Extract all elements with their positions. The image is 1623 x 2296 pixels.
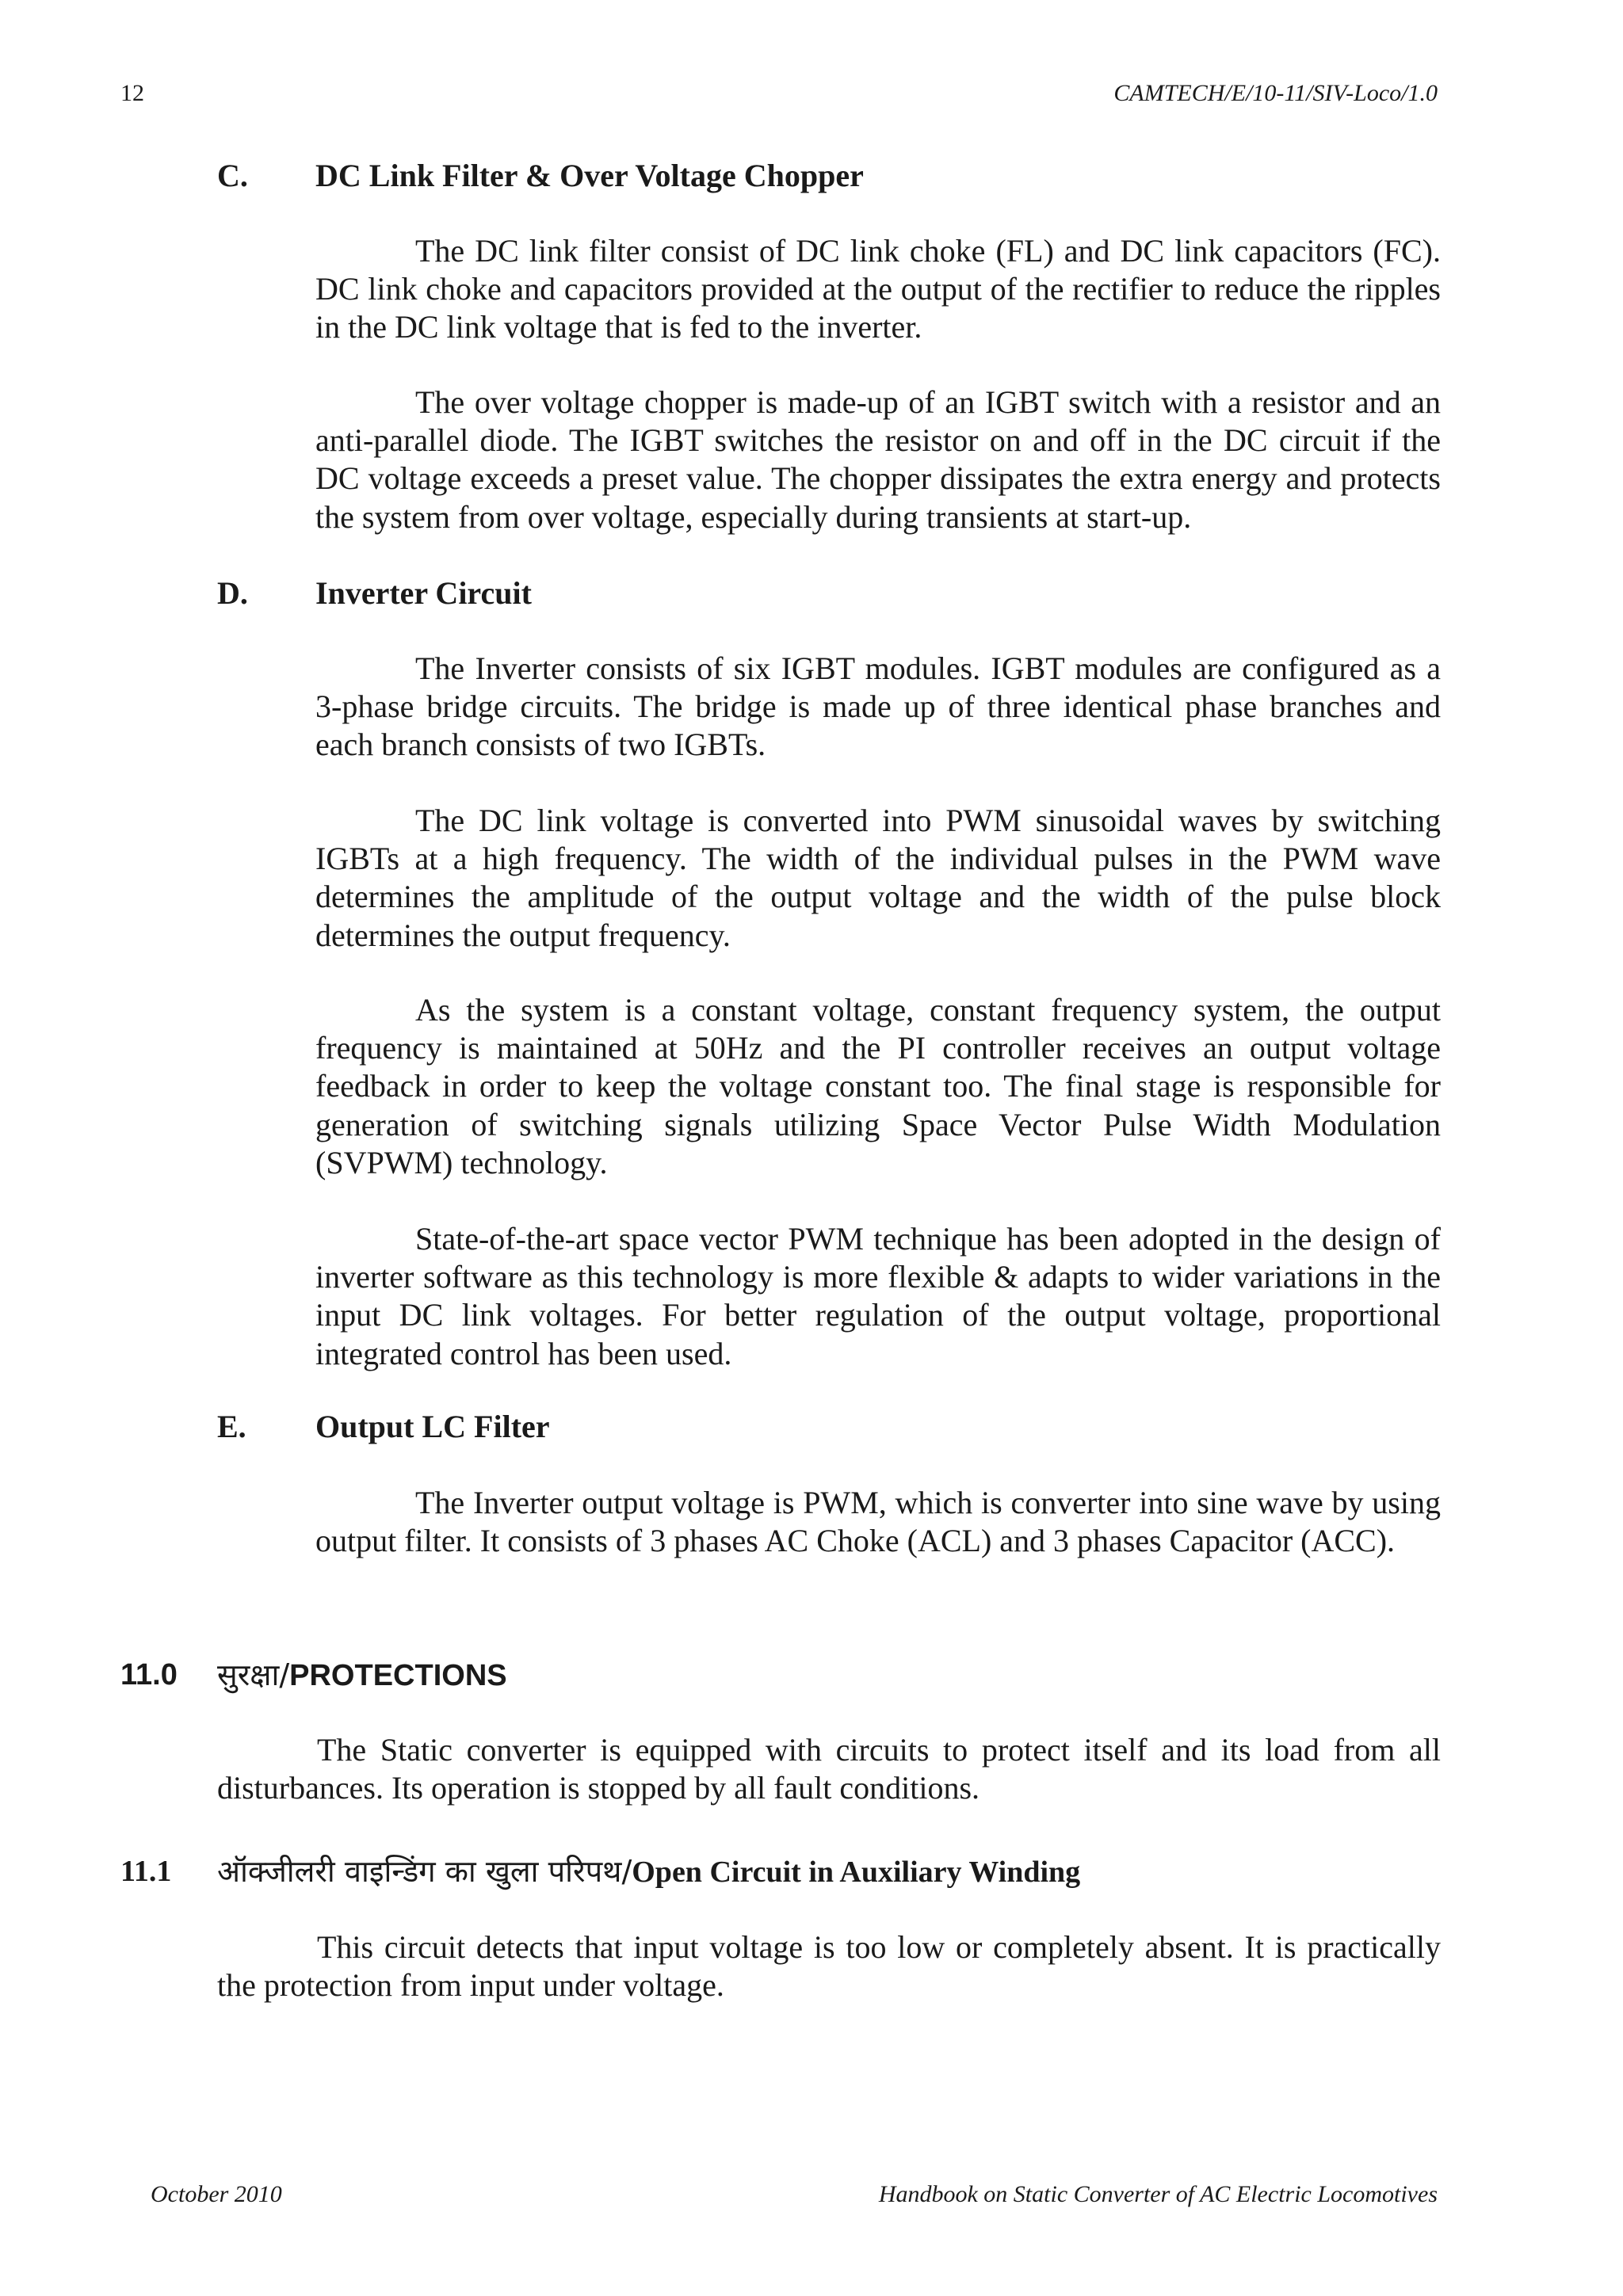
document-reference: CAMTECH/E/10-11/SIV-Loco/1.0 bbox=[1113, 80, 1438, 106]
page-number: 12 bbox=[120, 80, 144, 106]
section-c-title: DC Link Filter & Over Voltage Chopper bbox=[315, 158, 864, 193]
section-d-title: Inverter Circuit bbox=[315, 575, 532, 611]
section-11-1-paragraph: This circuit detects that input voltage is too low or completely absent. It is practically the protection from input under voltage. bbox=[217, 1929, 1441, 2004]
section-c-paragraph-2: The over voltage chopper is made-up of an IGBT switch with a resistor and an anti-parallel diode. The IGBT switches the resistor on and off in the DC circuit if the DC voltage exceeds a preset value. The chopper dissipates the extra energy and protects the system from over voltage, especially during transients at start-up. bbox=[315, 384, 1441, 535]
footer-title: Handbook on Static Converter of AC Electric Locomotives bbox=[878, 2181, 1438, 2207]
section-11-0-number: 11.0 bbox=[120, 1658, 178, 1691]
section-e-title: Output LC Filter bbox=[315, 1409, 550, 1444]
section-11-0-separator: / bbox=[279, 1657, 290, 1692]
section-c-letter: C. bbox=[217, 158, 248, 193]
section-11-1-title-hindi: ऑक्जीलरी वाइन्डिंग का खुला परिपथ bbox=[217, 1854, 622, 1889]
section-11-0-paragraph: The Static converter is equipped with circuits to protect itself and its load from all disturbances. Its operation is stopped by all fault conditions. bbox=[217, 1732, 1441, 1806]
section-d-paragraph-4: State-of-the-art space vector PWM technique has been adopted in the design of inverter software as this technology is more flexible & adapts to wider variations in the input DC link voltages. For better regulation of the output voltage, proportional integrated control has been used. bbox=[315, 1221, 1441, 1371]
section-11-1-separator: / bbox=[621, 1854, 632, 1889]
section-e-paragraph-1: The Inverter output voltage is PWM, which is converter into sine wave by using output filter. It consists of 3 phases AC Choke (ACL) and 3 phases Capacitor (ACC). bbox=[315, 1485, 1441, 1559]
section-c-paragraph-1: The DC link filter consist of DC link choke (FL) and DC link capacitors (FC). DC link choke and capacitors provided at the output of the rectifier to reduce the ripples in the DC link voltage that is fed to the inverter. bbox=[315, 233, 1441, 345]
section-11-1-title-english: Open Circuit in Auxiliary Winding bbox=[632, 1855, 1081, 1889]
section-11-0-heading bbox=[217, 1656, 507, 1695]
section-d-paragraph-2: The DC link voltage is converted into PWM sinusoidal waves by switching IGBTs at a high frequency. The width of the individual pulses in the PWM wave determines the amplitude of the output voltage and the width of the pulse block determines the output frequency. bbox=[315, 803, 1441, 953]
footer-date: October 2010 bbox=[151, 2181, 282, 2207]
section-11-1-number: 11.1 bbox=[120, 1855, 172, 1888]
section-11-1-heading bbox=[217, 1852, 1080, 1891]
section-e-letter: E. bbox=[217, 1409, 246, 1444]
section-d-letter: D. bbox=[217, 575, 248, 611]
section-11-0-title-hindi: सुरक्षा bbox=[217, 1657, 280, 1692]
section-d-paragraph-3: As the system is a constant voltage, constant frequency system, the output frequency is maintained at 50Hz and the PI controller receives an output voltage feedback in order to keep the voltage constant too. The final stage is responsible for generation of switching signals utilizing Space Vector Pulse Width Modulation (SVPWM) technology. bbox=[315, 992, 1441, 1180]
section-d-paragraph-1: The Inverter consists of six IGBT modules. IGBT modules are configured as a 3-phase bridge circuits. The bridge is made up of three identical phase branches and each branch consists of two IGBTs. bbox=[315, 650, 1441, 763]
section-11-0-title-english: PROTECTIONS bbox=[289, 1659, 507, 1692]
